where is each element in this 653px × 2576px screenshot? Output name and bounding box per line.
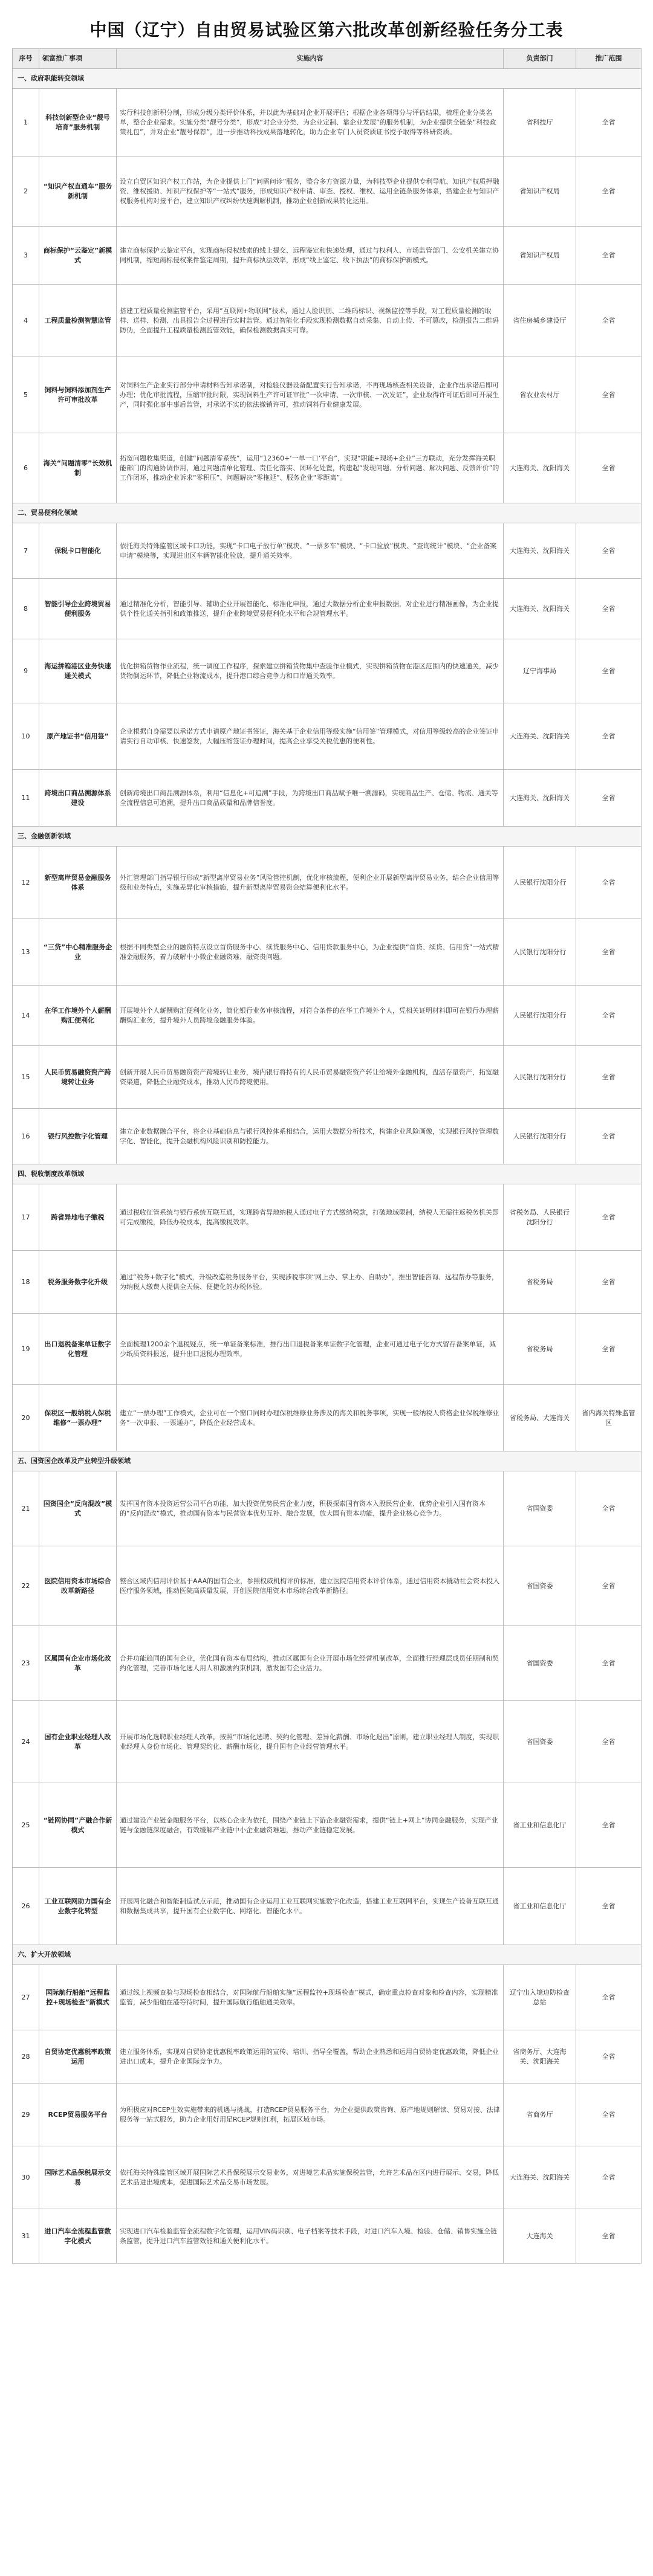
responsible-dept: 省知识产权局 — [504, 157, 576, 227]
task-name: 工程质量检测智慧监管 — [39, 285, 117, 357]
responsible-dept: 大连海关 — [504, 2209, 576, 2264]
row-number: 10 — [13, 703, 39, 770]
section-row — [13, 1945, 642, 1965]
table-row — [13, 1471, 642, 1546]
promotion-scope: 省内海关特殊监管区 — [576, 1385, 642, 1451]
task-name: 国有企业职业经理人改革 — [39, 1701, 117, 1783]
task-name: 海关“问题清零”长效机制 — [39, 433, 117, 503]
responsible-dept: 人民银行沈阳分行 — [504, 986, 576, 1046]
row-number: 21 — [13, 1471, 39, 1546]
row-number: 18 — [13, 1251, 39, 1314]
table-row — [13, 89, 642, 157]
responsible-dept: 省税务局 — [504, 1314, 576, 1385]
task-content: 企业根据自身需要以承诺方式申请原产地证书签证，海关基于企业信用等级实施“信用签”管理模式，对信用等级较高的企业签证申请实行自动审核、快速签发，大幅压缩签证办理时间，提高企业享受关税优惠的便利性。 — [117, 703, 504, 770]
promotion-scope: 全省 — [576, 770, 642, 827]
task-name: 出口退税备案单证数字化管理 — [39, 1314, 117, 1385]
table-row — [13, 1314, 642, 1385]
section-row — [13, 69, 642, 89]
row-number: 3 — [13, 227, 39, 285]
task-content: 通过“税务+数字化”模式，升级改造税务服务平台，实现涉税事项“网上办、掌上办、自助办”，推出智能咨询、远程帮办等服务，为纳税人缴费人提供全天候、便捷化的办税体验。 — [117, 1251, 504, 1314]
promotion-scope: 全省 — [576, 1783, 642, 1868]
row-number: 25 — [13, 1783, 39, 1868]
promotion-scope: 全省 — [576, 2030, 642, 2084]
row-number: 24 — [13, 1701, 39, 1783]
responsible-dept: 省国资委 — [504, 1471, 576, 1546]
task-content: 开展境外个人薪酬购汇便利化业务，简化银行业务审核流程，对符合条件的在华工作境外个人，凭相关证明材料即可在银行办理薪酬购汇业务，提升境外人员跨境金融服务体验。 — [117, 986, 504, 1046]
table-row — [13, 433, 642, 503]
task-name: 饲料与饲料添加剂生产许可审批改革 — [39, 357, 117, 433]
task-name: 自贸协定优惠税率政策运用 — [39, 2030, 117, 2084]
task-name: 国资国企“反向混改”模式 — [39, 1471, 117, 1546]
task-name: 在华工作境外个人薪酬购汇便利化 — [39, 986, 117, 1046]
table-row — [13, 523, 642, 579]
responsible-dept: 省国资委 — [504, 1701, 576, 1783]
responsible-dept: 人民银行沈阳分行 — [504, 1109, 576, 1164]
section-row — [13, 1451, 642, 1471]
row-number: 13 — [13, 919, 39, 986]
task-content: 实现进口汽车检验监管全流程数字化管理，运用VIN码识别、电子档案等技术手段，对进口汽车入境、检验、仓储、销售实施全链条监管，提升进口汽车监管效能和通关便利化水平。 — [117, 2209, 504, 2264]
row-number: 22 — [13, 1546, 39, 1626]
task-content: 整合区域内信用评价基于AAA的国有企业，参照权威机构评价标准，建立医院信用资本评价体系，通过信用资本撬动社会资本投入医疗服务领域，推动医院高质量发展，开创医院信用资本市场综合改革新路径。 — [117, 1546, 504, 1626]
row-number: 12 — [13, 847, 39, 919]
row-number: 4 — [13, 285, 39, 357]
task-name: 科技创新型企业“靓号培育”服务机制 — [39, 89, 117, 157]
responsible-dept: 大连海关、沈阳海关 — [504, 770, 576, 827]
task-content: 为积极应对RCEP生效实施带来的机遇与挑战，打造RCEP贸易服务平台，为企业提供政策咨询、原产地规则解读、贸易对接、法律服务等一站式服务，助力企业用好用足RCEP规则红利，拓展区域市场。 — [117, 2084, 504, 2146]
table-row — [13, 639, 642, 703]
responsible-dept: 大连海关、沈阳海关 — [504, 433, 576, 503]
responsible-dept: 省农业农村厅 — [504, 357, 576, 433]
table-row — [13, 1546, 642, 1626]
task-content: 创新开展人民币贸易融资资产跨境转让业务，境内银行将持有的人民币贸易融资资产转让给境外金融机构，盘活存量资产，拓宽融资渠道，降低企业融资成本，推动人民币跨境使用。 — [117, 1046, 504, 1109]
task-name: 人民币贸易融资资产跨境转让业务 — [39, 1046, 117, 1109]
promotion-scope: 全省 — [576, 285, 642, 357]
table-row — [13, 919, 642, 986]
header-content: 实施内容 — [117, 49, 504, 69]
task-content: 建立服务体系，实现对自贸协定优惠税率政策运用的宣传、培训、指导全覆盖，帮助企业熟悉和运用自贸协定优惠政策，降低企业进出口成本，提升企业国际竞争力。 — [117, 2030, 504, 2084]
task-name: 国际艺术品保税展示交易 — [39, 2146, 117, 2209]
task-name: 原产地证书“信用签” — [39, 703, 117, 770]
promotion-scope: 全省 — [576, 1109, 642, 1164]
section-title: 二、贸易便利化领域 — [13, 503, 642, 523]
promotion-scope: 全省 — [576, 919, 642, 986]
task-content: 开展两化融合和智能制造试点示范，推动国有企业运用工业互联网实施数字化改造，搭建工业互联网平台，实现生产设备互联互通和数据集成共享，提升国有企业数字化、网络化、智能化水平。 — [117, 1868, 504, 1945]
row-number: 29 — [13, 2084, 39, 2146]
task-content: 对饲料生产企业实行部分申请材料告知承诺制，对检验仪器设备配置实行告知承诺，不再现场核查相关设备，企业作出承诺后即可办理；优化审批流程，压缩审批时限，实现饲料生产许可证审批“一次申请、一次审核、一次发证”，企业取得许可证后即可开展生产，同时强化事中事后监管，对承诺不实的依法撤销许可，推动饲料行业健康发展。 — [117, 357, 504, 433]
task-content: 全面梳理1200余个退税疑点，统一单证备案标准，推行出口退税备案单证数字化管理，企业可通过电子化方式留存备案单证，减少纸质资料报送，提升出口退税办理效率。 — [117, 1314, 504, 1385]
task-name: 商标保护“云鉴定”新模式 — [39, 227, 117, 285]
task-name: 新型离岸贸易金融服务体系 — [39, 847, 117, 919]
task-content: 通过线上视频查验与现场检查相结合，对国际航行船舶实施“远程监控+现场检查”模式，确定重点检查对象和检查内容，实现精准监管，减少船舶在港等待时间，提升国际航行船舶通关效率。 — [117, 1965, 504, 2030]
table-row — [13, 2030, 642, 2084]
table-row — [13, 157, 642, 227]
responsible-dept: 省工业和信息化厅 — [504, 1868, 576, 1945]
task-name: RCEP贸易服务平台 — [39, 2084, 117, 2146]
task-content: 设立自贸区知识产权工作站，为企业提供上门“问需问诊”服务，整合多方资源力量，为科技型企业提供专利导航、知识产权质押融资、维权援助、知识产权保护等“一站式”服务，形成知识产权申请、审查、授权、维权、运用全链条服务体系，搭建企业与知识产权服务机构对接平台，建立知识产权纠纷快速调解机制，推动企业创新成果转化运用。 — [117, 157, 504, 227]
row-number: 6 — [13, 433, 39, 503]
task-name: 国际航行船舶“远程监控+现场检查”新模式 — [39, 1965, 117, 2030]
task-content: 通过建设产业链金融服务平台，以核心企业为依托，围绕产业链上下游企业融资需求，提供“链上+网上”协同金融服务，实现产业链与金融链深度融合，有效缓解产业链中小企业融资难题，推动产业链稳定发展。 — [117, 1783, 504, 1868]
promotion-scope: 全省 — [576, 1546, 642, 1626]
task-name: “知识产权直通车”服务新机制 — [39, 157, 117, 227]
promotion-scope: 全省 — [576, 1314, 642, 1385]
responsible-dept: 辽宁海事局 — [504, 639, 576, 703]
row-number: 19 — [13, 1314, 39, 1385]
table-row — [13, 1701, 642, 1783]
task-name: 智能引导企业跨境贸易便利服务 — [39, 579, 117, 639]
table-row — [13, 1046, 642, 1109]
promotion-scope: 全省 — [576, 639, 642, 703]
responsible-dept: 省税务局 — [504, 1251, 576, 1314]
task-content: 依托海关特殊监管区域卡口功能，实现“卡口电子放行单”模块、“一票多车”模块、“卡口验放”模块、“查询统计”模块、“企业备案申请”模块等，实现进出区车辆智能化验放，提升通关效率。 — [117, 523, 504, 579]
responsible-dept: 大连海关、沈阳海关 — [504, 2146, 576, 2209]
promotion-scope: 全省 — [576, 227, 642, 285]
promotion-scope: 全省 — [576, 157, 642, 227]
row-number: 7 — [13, 523, 39, 579]
task-content: 建立企业数据融合平台，将企业基础信息与银行风控体系相结合，运用大数据分析技术，构建企业风险画像，实现银行风控管理数字化、智能化，提升金融机构风险识别和防控能力。 — [117, 1109, 504, 1164]
section-row — [13, 503, 642, 523]
promotion-scope: 全省 — [576, 433, 642, 503]
row-number: 17 — [13, 1184, 39, 1251]
table-row — [13, 847, 642, 919]
table-row — [13, 2084, 642, 2146]
task-content: 搭建工程质量检测监管平台，采用“互联网+物联网”技术，通过人脸识别、二维码标识、视频监控等手段，对工程质量检测的取样、送样、检测、出具报告全过程进行实时监管。通过智能化手段实现检测数据自动采集、自动上传、不可篡改，检测报告二维码防伪，全面提升工程质量检测监管效能，确保检测数据真实可靠。 — [117, 285, 504, 357]
promotion-scope: 全省 — [576, 2146, 642, 2209]
row-number: 27 — [13, 1965, 39, 2030]
header-num: 序号 — [13, 49, 39, 69]
task-content: 建立商标保护云鉴定平台，实现商标侵权线索的线上提交、远程鉴定和快速处理，通过与权利人、市场监管部门、公安机关建立协同机制，缩短商标侵权案件鉴定周期，提升商标执法效率，形成“线上鉴定、线下执法”的商标保护新模式。 — [117, 227, 504, 285]
task-content: 通过精准化分析，智能引导、辅助企业开展智能化、标准化申报，通过大数据分析企业申报数据，对企业进行精准画像，为企业提供个性化通关指引和政策推送，提升企业跨境贸易便利化水平和合规管理水平。 — [117, 579, 504, 639]
promotion-scope: 全省 — [576, 1701, 642, 1783]
responsible-dept: 省住房城乡建设厅 — [504, 285, 576, 357]
row-number: 31 — [13, 2209, 39, 2264]
row-number: 2 — [13, 157, 39, 227]
row-number: 11 — [13, 770, 39, 827]
table-row — [13, 2146, 642, 2209]
row-number: 23 — [13, 1626, 39, 1701]
section-row — [13, 827, 642, 847]
promotion-scope: 全省 — [576, 1965, 642, 2030]
table-row — [13, 227, 642, 285]
table-row — [13, 357, 642, 433]
section-title: 五、国资国企改革及产业转型升级领域 — [13, 1451, 642, 1471]
responsible-dept: 人民银行沈阳分行 — [504, 1046, 576, 1109]
table-header-row — [13, 49, 642, 69]
table-row — [13, 579, 642, 639]
task-content: 拓宽问题收集渠道，创建“问题清零系统”，运用“12360+‘一单一口’平台”，实现“职能+现场+企业”三方联动，充分发挥海关职能部门的沟通协调作用，通过问题清单化管理、责任化落实、闭环化处置，构建起“发现问题、分析问题、解决问题、反馈评价”的工作闭环，推动企业诉求“零积压”、问题解决“零拖延”、服务企业“零距离”。 — [117, 433, 504, 503]
table-row — [13, 2209, 642, 2264]
table-row — [13, 986, 642, 1046]
section-title: 三、金融创新领域 — [13, 827, 642, 847]
task-name: 保税区一般纳税人保税维修“一票办理” — [39, 1385, 117, 1451]
responsible-dept: 省商务厅、大连海关、沈阳海关 — [504, 2030, 576, 2084]
document-title: 中国（辽宁）自由贸易试验区第六批改革创新经验任务分工表 — [89, 20, 564, 40]
task-content: 依托海关特殊监管区域开展国际艺术品保税展示交易业务，对进境艺术品实施保税监管，允许艺术品在区内进行展示、交易，降低艺术品进出境成本，促进国际艺术品交易市场发展。 — [117, 2146, 504, 2209]
section-title: 一、政府职能转变领域 — [13, 69, 642, 89]
promotion-scope: 全省 — [576, 523, 642, 579]
responsible-dept: 省国资委 — [504, 1626, 576, 1701]
task-name: “三贷”中心精准服务企业 — [39, 919, 117, 986]
table-row — [13, 1965, 642, 2030]
row-number: 9 — [13, 639, 39, 703]
task-name: 区属国有企业市场化改革 — [39, 1626, 117, 1701]
responsible-dept: 辽宁出入境边防检查总站 — [504, 1965, 576, 2030]
promotion-scope: 全省 — [576, 89, 642, 157]
promotion-scope: 全省 — [576, 2209, 642, 2264]
table-row — [13, 1109, 642, 1164]
table-row — [13, 1251, 642, 1314]
promotion-scope: 全省 — [576, 847, 642, 919]
promotion-scope: 全省 — [576, 2084, 642, 2146]
responsible-dept: 省税务局、人民银行沈阳分行 — [504, 1184, 576, 1251]
row-number: 15 — [13, 1046, 39, 1109]
task-name: 工业互联网助力国有企业数字化转型 — [39, 1868, 117, 1945]
responsible-dept: 省工业和信息化厅 — [504, 1783, 576, 1868]
table-row — [13, 285, 642, 357]
promotion-scope: 全省 — [576, 1868, 642, 1945]
responsible-dept: 省商务厅 — [504, 2084, 576, 2146]
promotion-scope: 全省 — [576, 579, 642, 639]
task-name: 进口汽车全流程监管数字化模式 — [39, 2209, 117, 2264]
table-row — [13, 1626, 642, 1701]
task-name: 跨境出口商品溯源体系建设 — [39, 770, 117, 827]
row-number: 20 — [13, 1385, 39, 1451]
task-name: 银行风控数字化管理 — [39, 1109, 117, 1164]
table-row — [13, 1783, 642, 1868]
promotion-scope: 全省 — [576, 1471, 642, 1546]
row-number: 28 — [13, 2030, 39, 2084]
task-name: 医院信用资本市场综合改革新路径 — [39, 1546, 117, 1626]
promotion-scope: 全省 — [576, 703, 642, 770]
table-row — [13, 703, 642, 770]
row-number: 16 — [13, 1109, 39, 1164]
task-name: 税务服务数字化升级 — [39, 1251, 117, 1314]
task-content: 合并功能趋同的国有企业，优化国有资本布局结构，推动区属国有企业开展市场化经营机制改革，全面推行经理层成员任期制和契约化管理，完善市场化选人用人和激励约束机制，激发国有企业活力。 — [117, 1626, 504, 1701]
promotion-scope: 全省 — [576, 1184, 642, 1251]
task-table — [12, 48, 642, 2264]
promotion-scope: 全省 — [576, 1046, 642, 1109]
header-name: 领富推广事项 — [39, 49, 117, 69]
responsible-dept: 大连海关、沈阳海关 — [504, 523, 576, 579]
task-content: 开展市场化选聘职业经理人改革，按照“市场化选聘、契约化管理、差异化薪酬、市场化退出”原则，建立职业经理人制度，实现职业经理人身份市场化、管理契约化、薪酬市场化，提升国有企业经营管理水平。 — [117, 1701, 504, 1783]
responsible-dept: 省知识产权局 — [504, 227, 576, 285]
promotion-scope: 全省 — [576, 1626, 642, 1701]
section-title: 四、税收制度改革领域 — [13, 1164, 642, 1184]
row-number: 5 — [13, 357, 39, 433]
task-name: 海运拼箱港区业务快速通关模式 — [39, 639, 117, 703]
task-content: 创新跨境出口商品溯源体系，利用“信息化+可追溯”手段，为跨境出口商品赋予唯一溯源码，实现商品生产、仓储、物流、通关等全流程信息可追溯，提升出口商品质量和品牌信誉度。 — [117, 770, 504, 827]
table-row — [13, 770, 642, 827]
table-row — [13, 1868, 642, 1945]
responsible-dept: 人民银行沈阳分行 — [504, 847, 576, 919]
task-content: 根据不同类型企业的融资特点设立首贷服务中心、续贷服务中心、信用贷款服务中心，为企业提供“首贷、续贷、信用贷”一站式精准金融服务，着力破解中小微企业融资难、融资贵问题。 — [117, 919, 504, 986]
promotion-scope: 全省 — [576, 986, 642, 1046]
row-number: 1 — [13, 89, 39, 157]
table-row — [13, 1184, 642, 1251]
task-name: 跨省异地电子缴税 — [39, 1184, 117, 1251]
promotion-scope: 全省 — [576, 1251, 642, 1314]
task-content: 通过税收征管系统与银行系统互联互通，实现跨省异地纳税人通过电子方式缴纳税款，打破地域限制，纳税人无需往返税务机关即可完成缴税，降低办税成本，提高缴税效率。 — [117, 1184, 504, 1251]
responsible-dept: 人民银行沈阳分行 — [504, 919, 576, 986]
row-number: 30 — [13, 2146, 39, 2209]
task-content: 外汇管理部门指导银行形成“新型离岸贸易业务”风险管控机制，优化审核流程，便利企业开展新型离岸贸易业务，结合企业信用等级和业务特点，实施差异化审核措施，提升新型离岸贸易资金结算便利化水平。 — [117, 847, 504, 919]
header-scope: 推广范围 — [576, 49, 642, 69]
row-number: 26 — [13, 1868, 39, 1945]
task-content: 实行科技创新积分制，形成分级分类评价体系，并以此为基础对企业开展评估；根据企业各项得分与评估结果，梳理企业分类名单，整合企业需求。实施分类“靓号分类”，形成“对企业分类、为企业定制、靠企业发展”的服务机制，为企业提供全链条“科技政策礼包”，并对企业“靓号保荐”，进一步推动科技成果落地转化，助力企业专门人员资质证书授予取得等科研资质。 — [117, 89, 504, 157]
responsible-dept: 大连海关、沈阳海关 — [504, 579, 576, 639]
section-row — [13, 1164, 642, 1184]
task-content: 发挥国有资本投资运营公司平台功能，加大投资优势民营企业力度，积极探索国有资本入股民营企业、优势企业引入国有资本的“反向混改”模式，推动国有资本与民营资本优势互补、融合发展，放大国有资本功能，提升企业核心竞争力。 — [117, 1471, 504, 1546]
responsible-dept: 大连海关、沈阳海关 — [504, 703, 576, 770]
table-body — [13, 69, 642, 2264]
task-name: “链网协同”产融合作新模式 — [39, 1783, 117, 1868]
table-row — [13, 1385, 642, 1451]
task-name: 保税卡口智能化 — [39, 523, 117, 579]
promotion-scope: 全省 — [576, 357, 642, 433]
header-dept: 负责部门 — [504, 49, 576, 69]
row-number: 8 — [13, 579, 39, 639]
responsible-dept: 省国资委 — [504, 1546, 576, 1626]
task-content: 优化拼箱货物作业流程，统一调度工作程序，探索建立拼箱货物集中查验作业模式，实现拼箱货物在港区范围内的快速通关，减少货物倒运环节，降低企业物流成本，提升港口综合竞争力和口岸通关效率。 — [117, 639, 504, 703]
row-number: 14 — [13, 986, 39, 1046]
section-title: 六、扩大开放领域 — [13, 1945, 642, 1965]
responsible-dept: 省税务局、大连海关 — [504, 1385, 576, 1451]
task-content: 建立“一票办理”工作模式，企业可在一个窗口同时办理保税维修业务涉及的海关和税务事项，实现一般纳税人资格企业保税维修业务“一次申报、一票通办”，降低企业经营成本。 — [117, 1385, 504, 1451]
responsible-dept: 省科技厅 — [504, 89, 576, 157]
